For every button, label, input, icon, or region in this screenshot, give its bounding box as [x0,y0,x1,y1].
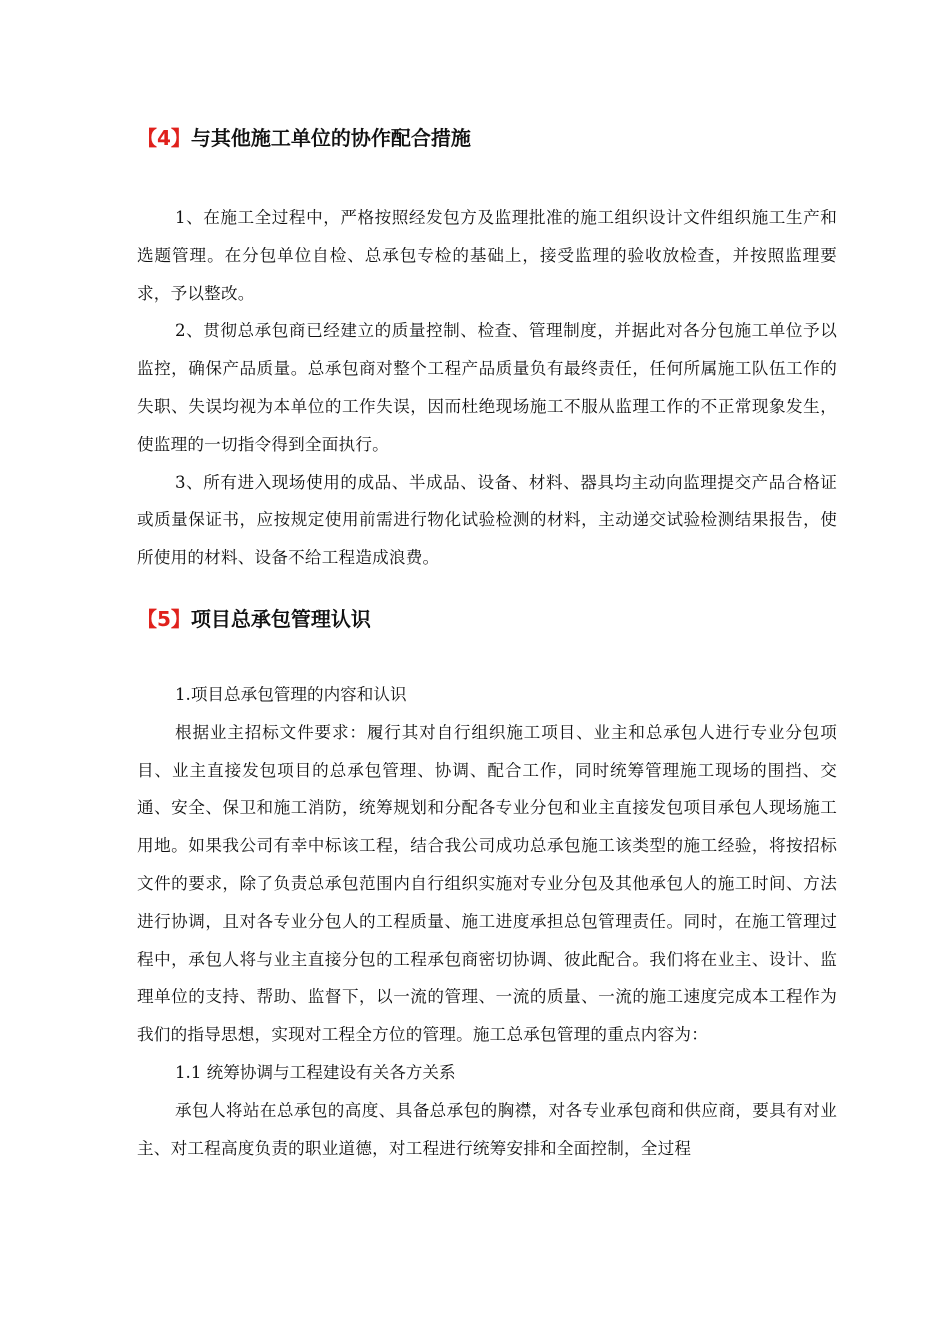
section-5-number: 【5】 [137,606,191,631]
section-5-paragraph-1: 根据业主招标文件要求：履行其对自行组织施工项目、业主和总承包人进行专业分包项目、业主直接发包项目的总承包管理、协调、配合工作，同时统筹管理施工现场的围挡、交通、安全、保卫和施工消防，统筹规划和分配各专业分包和业主直接发包项目承包人现场施工用地。如果我公司有幸中标该工程，结合我公司成功总承包施工该类型的施工经验，将按招标文件的要求，除了负责总承包范围内自行组织实施对专业分包及其他承包人的施工时间、方法进行协调，且对各专业分包人的工程质量、施工进度承担总包管理责任。同时，在施工管理过程中，承包人将与业主直接分包的工程承包商密切协调、彼此配合。我们将在业主、设计、监理单位的支持、帮助、监督下，以一流的管理、一流的质量、一流的施工速度完成本工程作为我们的指导思想，实现对工程全方位的管理。施工总承包管理的重点内容为： [137,722,837,1045]
section-4-paragraph-1: 1、在施工全过程中，严格按照经发包方及监理批准的施工组织设计文件组织施工生产和选题管理。在分包单位自检、总承包专检的基础上，接受监理的验收放检查，并按照监理要求，予以整改。 [137,208,837,303]
section-4-title: 与其他施工单位的协作配合措施 [190,126,471,150]
section-4-paragraph-2: 2、贯彻总承包商已经建立的质量控制、检查、管理制度，并据此对各分包施工单位予以监控，确保产品质量。总承包商对整个工程产品质量负有最终责任，任何所属施工队伍工作的失职、失误均视为本单位的工作失误，因而杜绝现场施工不服从监理工作的不正常现象发生，使监理的一切指令得到全面执行。 [137,321,837,454]
section-4-paragraph-3: 3、所有进入现场使用的成品、半成品、设备、材料、器具均主动向监理提交产品合格证或质量保证书，应按规定使用前需进行物化试验检测的材料，主动递交试验检测结果报告，使所使用的材料、设备不给工程造成浪费。 [137,472,837,568]
section-5-paragraph-2: 承包人将站在总承包的高度、具备总承包的胸襟，对各专业承包商和供应商，要具有对业主、对工程高度负责的职业道德，对工程进行统筹安排和全面控制，全过程 [137,1100,837,1158]
section-4-number: 【4】 [137,126,191,150]
subheading-1: 1.项目总承包管理的内容和认识 [175,684,407,704]
section-4-heading [137,118,837,158]
section-5-title: 项目总承包管理认识 [190,606,371,631]
section-5-heading [137,599,837,639]
subheading-1-1: 1.1 统筹协调与工程建设有关各方关系 [175,1062,456,1082]
document-content [137,118,837,1167]
